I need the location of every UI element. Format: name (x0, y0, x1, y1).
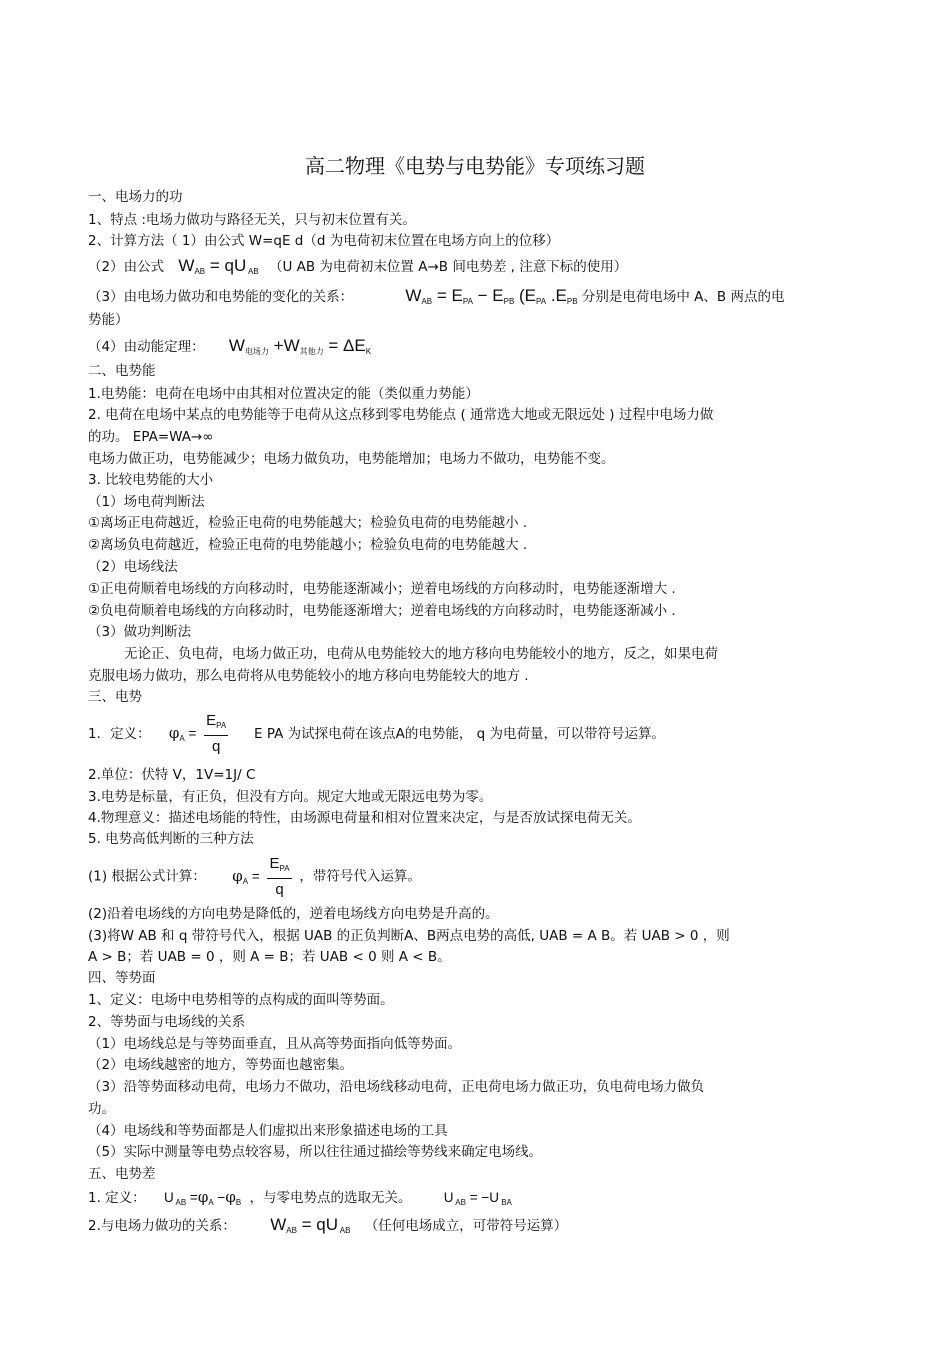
formula-note: 分别是电荷电场中 A、B 两点的电 (581, 289, 785, 305)
text-line: (3)将W AB 和 q 带符号代入，根据 UAB 的正负判断A、B两点电势的高低, UAB = A B。若 UAB > 0 ，则 (88, 928, 730, 944)
section-heading-4: 四、等势面 (88, 970, 156, 986)
text-line: 势能） (88, 312, 129, 328)
formula-wab-qu-2: $W_{AB}$ = qU $_{AB}$ (270, 1215, 351, 1235)
text-line: 无论正、负电荷，电场力做正功，电荷从电势能较大的地方移向电势能较小的地方，反之，如果电荷 (124, 646, 718, 662)
text-line: （4）电场线和等势面都是人们虚拟出来形象描述电场的工具 (88, 1123, 448, 1139)
formula-line (88, 257, 627, 281)
text-line: 电场力做正功，电势能减少；电场力做负功，电势能增加；电场力不做功，电势能不变。 (88, 451, 615, 467)
formula-line (88, 1216, 567, 1240)
formula-phi-compute: $\varphi_A$ = $\frac{E_{PA}}{q}$ (232, 855, 290, 898)
text-line: 1、定义：电场中电势相等的点构成的面叫等势面。 (88, 992, 394, 1008)
formula-line (88, 337, 371, 361)
text-line: 2、等势面与电场线的关系 (88, 1014, 246, 1030)
formula-wab-qu: $W_{AB}$ = qU $_{AB}$ (178, 256, 259, 276)
formula-line (88, 855, 421, 902)
text-line: 1、特点 :电场力做功与路径无关，只与初末位置有关。 (88, 212, 416, 228)
text-line: 3.电势是标量，有正负，但没有方向。规定大地或无限远电势为零。 (88, 789, 493, 805)
text-line: ①离场正电荷越近，检验正电荷的电势能越大；检验负电荷的电势能越小 . (88, 515, 528, 531)
text-line: 4.物理意义：描述电场能的特性，由场源电荷量和相对位置来决定，与是否放试探电荷无关。 (88, 810, 641, 826)
text-line: （1）电场线总是与等势面垂直，且从高等势面指向低等势面。 (88, 1036, 462, 1052)
formula-line (88, 1188, 512, 1212)
text-line: 1.电势能：电荷在电场中由其相对位置决定的能（类似重力势能） (88, 386, 479, 402)
formula-line (88, 287, 784, 311)
formula-kinetic-energy: $W_{电场力} +W_{其他力} = \Delta E_K$ (228, 336, 372, 356)
section-heading-3: 三、电势 (88, 689, 142, 705)
formula-label: 1. 定义： (88, 1190, 146, 1206)
text-line: 2、计算方法（ 1）由公式 W=qE d（d 为电荷初末位置在电场方向上的位移） (88, 233, 560, 249)
text-line: ①正电荷顺着电场线的方向移动时，电势能逐渐减小；逆着电场线的方向移动时，电势能逐渐增大 . (88, 581, 676, 597)
section-heading-1: 一、电场力的功 (88, 189, 183, 205)
formula-phi-definition: $\varphi_A$ = $\frac{E_{PA}}{q}$ (168, 712, 227, 756)
text-line: 3. 比较电势能的大小 (88, 472, 214, 488)
formula-wab-epa-epb: $W_{AB} = E_{PA} - E_{PB}$ ($E_{PA}$ $.E_{PB}$ (405, 286, 578, 306)
text-line: ②负电荷顺着电场线的方向移动时，电势能逐渐增大；逆着电场线的方向移动时，电势能逐渐减小 . (88, 603, 676, 619)
text-line: 2.单位：伏特 V，1V=1J/ C (88, 767, 256, 783)
formula-note: ，与零电势点的选取无关。 (249, 1190, 412, 1206)
formula-note: （任何电场成立，可带符号运算） (364, 1218, 568, 1234)
text-line: （2）电场线法 (88, 559, 178, 575)
formula-label: （3）由电场力做功和电势能的变化的关系： (88, 289, 354, 305)
text-line: 2. 电荷在电场中某点的电势能等于电荷从这点移到零电势能点 ( 通常选大地或无限远处 ) 过程中电场力做 (88, 407, 714, 423)
formula-line (88, 712, 665, 760)
formula-uab-uba: U $_{AB}$ = −U $_{BA}$ (443, 1190, 512, 1207)
text-line: （2）电场线越密的地方，等势面也越密集。 (88, 1057, 354, 1073)
formula-note: （U AB 为电荷初末位置 A→B 间电势差 , 注意下标的使用） (268, 259, 628, 275)
text-line: 5. 电势高低判断的三种方法 (88, 831, 254, 847)
text-line: ②离场负电荷越近，检验正电荷的电势能越小；检验负电荷的电势能越大 . (88, 537, 528, 553)
text-line: （5）实际中测量等电势点较容易，所以往往通过描绘等势线来确定电场线。 (88, 1144, 543, 1160)
text-line: 功。 (88, 1101, 115, 1117)
text-line: 的功。 EPA=WA→∞ (88, 429, 214, 445)
formula-label: (1) 根据公式计算： (88, 868, 206, 885)
formula-label: 2.与电场力做功的关系： (88, 1218, 236, 1234)
formula-label: （4）由动能定理： (88, 339, 205, 355)
formula-uab-definition: U $_{AB} =\varphi_A -\varphi_B$ (163, 1188, 242, 1207)
section-heading-5: 五、电势差 (88, 1166, 156, 1182)
section-heading-2: 二、电势能 (88, 363, 156, 379)
text-line: 克服电场力做功，那么电荷将从电势能较小的地方移向电势能较大的地方 . (88, 668, 529, 684)
formula-label: （2）由公式 (88, 259, 165, 275)
formula-label: 1．定义： (88, 726, 151, 742)
text-line: （1）场电荷判断法 (88, 494, 205, 510)
formula-note: E PA 为试探电荷在该点A的电势能， q 为电荷量，可以带符号运算。 (254, 726, 666, 742)
text-line: A > B；若 UAB = 0 ，则 A = B；若 UAB < 0 则 A < B。 (88, 949, 451, 965)
formula-note: ，带符号代入运算。 (299, 868, 421, 885)
text-line: (2)沿着电场线的方向电势是降低的，逆着电场线方向电势是升高的。 (88, 906, 499, 922)
text-line: （3）沿等势面移动电荷，电场力不做功，沿电场线移动电荷，正电荷电场力做正功，负电荷电场力做负 (88, 1079, 705, 1095)
page-title: 高二物理《电势与电势能》专项练习题 (305, 154, 645, 178)
text-line: （3）做功判断法 (88, 624, 192, 640)
